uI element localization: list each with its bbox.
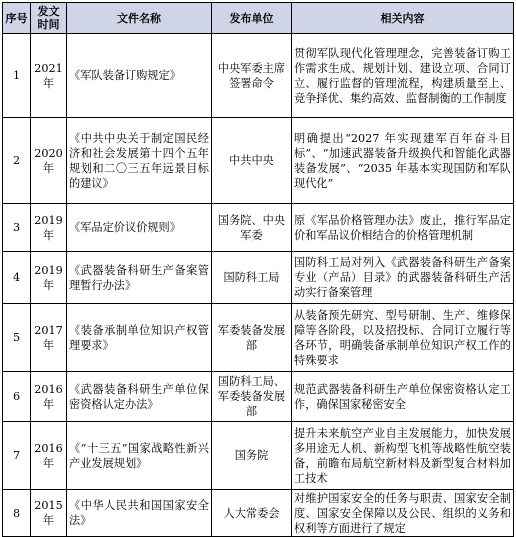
- cell-year-unit: 年: [42, 338, 55, 352]
- cell-year: 2019: [34, 263, 63, 277]
- cell-content: 贯彻军队现代化管理理念，完善装备订购工作需求生成、规划计划、建设立项、合同订立、履行监督的管理流程，构建质量至上、竞争择优、集约高效、监督制衡的工作制度: [292, 34, 514, 118]
- cell-content: 国防科工局对列入《武器装备科研生产备案专业（产品）目录》的武器装备科研生产活动实行备案管理: [292, 252, 514, 304]
- table-body: [3, 34, 514, 537]
- cell-name: 《中共中央关于制定国民经济和社会发展第十四个五年规划和二〇三五年远景目标的建议》: [67, 118, 212, 204]
- cell-year: 2015: [34, 499, 63, 512]
- cell-issuer: 国务院: [212, 422, 292, 490]
- cell-time: [31, 34, 67, 118]
- cell-year: 2019: [34, 213, 63, 227]
- cell-content: 从装备预先研究、型号研制、生产、维修保障等各阶段，以及招投标、合同订立履行等各环节，明确装备承制单位知识产权工作的特殊要求: [292, 304, 514, 372]
- cell-issuer: 中央军委主席签署命令: [212, 34, 292, 118]
- cell-no: 7: [3, 422, 31, 490]
- cell-no: 4: [3, 252, 31, 304]
- cell-time: [31, 372, 67, 422]
- cell-name: 《装备承制单位知识产权管理要求》: [67, 304, 212, 372]
- cell-year-unit: 年: [42, 76, 55, 90]
- cell-issuer: 军委装备发展部: [212, 304, 292, 372]
- table-row: [3, 252, 514, 304]
- cell-time: [31, 422, 67, 490]
- cell-time: [31, 252, 67, 304]
- cell-year: 2020: [34, 146, 63, 160]
- table-header: [3, 3, 514, 34]
- header-time: 发文时间: [31, 3, 67, 34]
- cell-time: [31, 304, 67, 372]
- cell-content: 对维护国家安全的任务与职责、国家安全制度、国家安全保障以及公民、组织的义务和权利等方面进行了规定: [292, 490, 514, 537]
- cell-time: [31, 204, 67, 252]
- cell-issuer: 人大常委会: [212, 490, 292, 537]
- cell-name: 《中华人民共和国国家安全法》: [67, 490, 212, 537]
- cell-no: 8: [3, 490, 31, 537]
- cell-name: 《武器装备科研生产备案管理暂行办法》: [67, 252, 212, 304]
- cell-issuer: 国务院、中央军委: [212, 204, 292, 252]
- table-row: [3, 490, 514, 537]
- cell-name: 《武器装备科研生产单位保密资格认定办法》: [67, 372, 212, 422]
- cell-no: 3: [3, 204, 31, 252]
- cell-content: 规范武器装备科研生产单位保密资格认定工作，确保国家秘密安全: [292, 372, 514, 422]
- table-row: [3, 34, 514, 118]
- header-content: 相关内容: [292, 3, 514, 34]
- cell-year: 2017: [34, 323, 63, 337]
- cell-year-unit: 年: [42, 228, 55, 242]
- cell-no: 5: [3, 304, 31, 372]
- table-row: [3, 422, 514, 490]
- cell-no: 1: [3, 34, 31, 118]
- cell-issuer: 国防科工局、军委装备发展部: [212, 372, 292, 422]
- cell-issuer: 中共中央: [212, 118, 292, 204]
- policy-table: [2, 2, 514, 537]
- table-row: [3, 118, 514, 204]
- cell-name: 《军品定价议价规则》: [67, 204, 212, 252]
- cell-issuer: 国防科工局: [212, 252, 292, 304]
- header-row: [3, 3, 514, 34]
- cell-name: 《“十三五”国家战略性新兴产业发展规划》: [67, 422, 212, 490]
- cell-time: [31, 490, 67, 537]
- cell-year-unit: 年: [42, 278, 55, 292]
- cell-year: 2016: [34, 441, 63, 455]
- cell-no: 2: [3, 118, 31, 204]
- table-row: [3, 372, 514, 422]
- cell-content: 明确提出“2027 年实现建军百年奋斗目标”、“加速武器装备升级换代和智能化武器装备发展”、“2035 年基本实现国防和军队现代化”: [292, 118, 514, 204]
- header-no: 序号: [3, 3, 31, 34]
- table-row: [3, 204, 514, 252]
- cell-content: 提升未来航空产业自主发展能力，加快发展多用途无人机、新构型飞机等战略性航空装备，前瞻布局航空新材料及新型复合材料加工技术: [292, 422, 514, 490]
- cell-content: 原《军品价格管理办法》废止，推行军品定价和军品议价相结合的价格管理机制: [292, 204, 514, 252]
- cell-name: 《军队装备订购规定》: [67, 34, 212, 118]
- cell-year-unit: 年: [42, 161, 55, 175]
- header-name: 文件名称: [67, 3, 212, 34]
- cell-year-unit: 年: [42, 456, 55, 470]
- cell-year-unit: 年: [42, 397, 55, 411]
- header-issuer: 发布单位: [212, 3, 292, 34]
- cell-year-unit: 年: [42, 514, 55, 527]
- cell-year: 2021: [34, 61, 63, 75]
- cell-no: 6: [3, 372, 31, 422]
- cell-year: 2016: [34, 382, 63, 396]
- table-row: [3, 304, 514, 372]
- cell-time: [31, 118, 67, 204]
